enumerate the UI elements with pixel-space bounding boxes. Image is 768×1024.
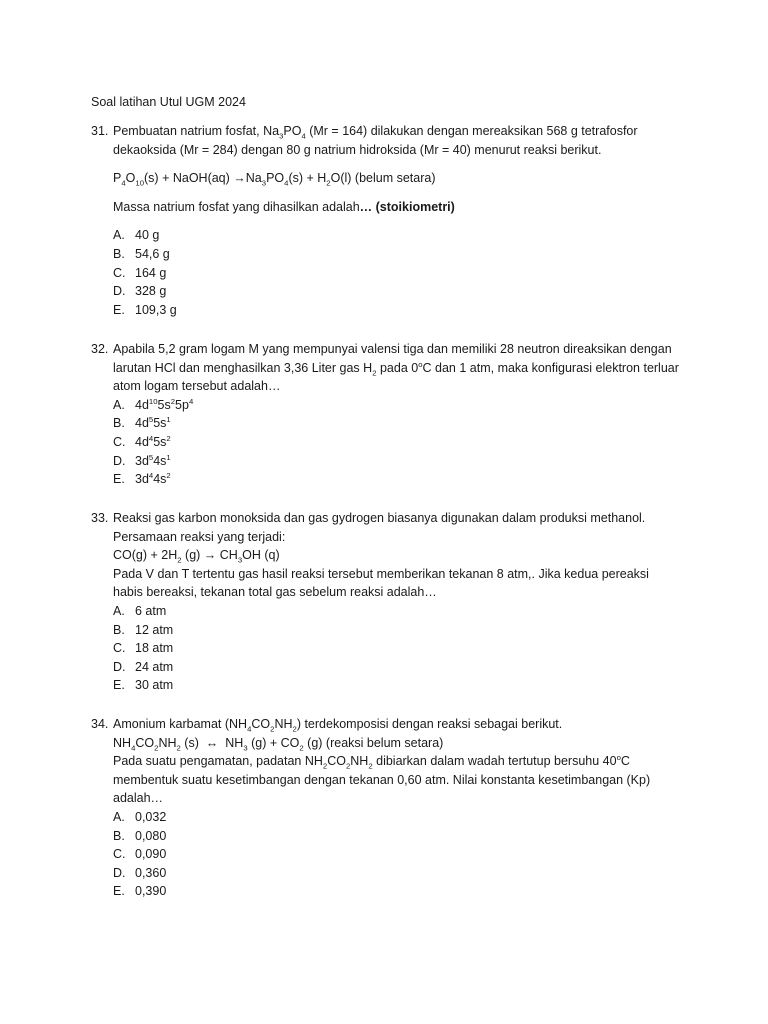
option-text: 24 atm	[135, 659, 174, 674]
question-number: 31.	[91, 124, 109, 138]
option-letter: B.	[113, 828, 125, 843]
option-letter: A.	[113, 809, 125, 824]
option-text: 18 atm	[135, 641, 174, 656]
option-letter: A.	[113, 397, 125, 412]
answer-option-e	[113, 676, 691, 695]
option-letter: A.	[113, 603, 125, 618]
option-text: $3d^44s^2$	[135, 471, 171, 487]
option-text: 0,390	[135, 884, 167, 899]
answer-option-a	[113, 602, 691, 621]
question-text-line: membentuk suatu kesetimbangan dengan tekanan 0,60 atm. Nilai konstanta kesetimbangan (Kp)	[113, 772, 651, 787]
question-number: 34.	[91, 717, 109, 731]
question-text-line: habis bereaksi, tekanan total gas sebelum reaksi adalah…	[113, 585, 437, 600]
option-text: 0,032	[135, 809, 167, 824]
option-text: $4d^45s^2$	[135, 433, 171, 449]
answer-option-a	[113, 396, 691, 415]
option-letter: D.	[113, 865, 126, 880]
option-letter: E.	[113, 302, 125, 317]
question-32	[91, 340, 691, 489]
question-text-line: Reaksi gas karbon monoksida dan gas gydrogen biasanya digunakan dalam produksi methanol.	[113, 511, 646, 525]
option-text: 6 atm	[135, 603, 167, 618]
option-text: 164 g	[135, 265, 167, 280]
reaction-equation: $NH_4CO_2NH_2$ (s) ↔ $NH_3$ $(g) + CO_2$ (g) (reaksi belum setara)	[113, 735, 444, 753]
answer-option-c	[113, 845, 691, 864]
option-text: 54,6 g	[135, 246, 170, 261]
option-letter: E.	[113, 884, 125, 899]
question-text-line: larutan HCl dan menghasilkan 3,36 Liter gas $H_2$ pada 0$^o$C dan 1 atm, maka konfigurasi elektron terluar	[113, 359, 679, 378]
reaction-equation: $P_4O_{10}(s)$ + NaOH(aq) $\to Na_3PO_4(s) + H_2O(l)$ (belum setara)	[113, 171, 436, 188]
option-letter: A.	[113, 228, 125, 243]
question-text-line: Pada suatu pengamatan, padatan $NH_2CO_2NH_2$ dibiarkan dalam wadah tertutup bersuhu 40$^o$C	[113, 753, 630, 771]
answer-option-d	[113, 864, 691, 883]
question-31	[91, 122, 691, 319]
option-text: 0,360	[135, 865, 167, 880]
question-text-line: adalah…	[113, 791, 164, 806]
question-prompt: Massa natrium fosfat yang dihasilkan adalah… (stoikiometri)	[113, 199, 455, 214]
question-text-line: Amonium karbamat $(NH_4CO_2NH_2)$ terdekomposisi dengan reaksi sebagai berikut.	[113, 717, 563, 734]
question-text-line: Pembuatan natrium fosfat, $Na_3PO_4$ (Mr = 164) dilakukan dengan mereaksikan 568 g tetrafosfor	[113, 124, 638, 141]
answer-option-c	[113, 639, 691, 658]
option-letter: C.	[113, 434, 126, 449]
reaction-equation: $CO(g) + 2H_2$ $(g) \to CH_3OH$ (q)	[113, 548, 280, 565]
option-letter: C.	[113, 265, 126, 280]
option-text: 109,3 g	[135, 302, 177, 317]
option-letter: B.	[113, 622, 125, 637]
question-text-line: Persamaan reaksi yang terjadi:	[113, 529, 286, 544]
option-letter: E.	[113, 678, 125, 693]
answer-option-b	[113, 414, 691, 433]
option-text: 40 g	[135, 228, 160, 243]
option-text: 0,080	[135, 828, 167, 843]
option-letter: B.	[113, 416, 125, 431]
option-letter: C.	[113, 641, 126, 656]
answer-option-a	[113, 808, 691, 827]
option-text: 30 atm	[135, 678, 174, 693]
answer-option-e	[113, 301, 691, 320]
answer-option-d	[113, 452, 691, 471]
option-letter: D.	[113, 453, 126, 468]
answer-option-d	[113, 282, 691, 301]
answer-option-c	[113, 264, 691, 283]
answer-option-a	[113, 226, 691, 245]
option-letter: D.	[113, 659, 126, 674]
option-text: 0,090	[135, 847, 167, 862]
answer-option-e	[113, 470, 691, 489]
answer-option-e	[113, 882, 691, 901]
answer-option-b	[113, 621, 691, 640]
option-text: $4d^{10}5s^25p^4$	[135, 396, 194, 412]
question-text-line: dekaoksida (Mr = 284) dengan 80 g natrium hidroksida (Mr = 40) menurut reaksi berikut.	[113, 142, 602, 157]
question-33	[91, 509, 691, 695]
question-34	[91, 715, 691, 901]
question-number: 32.	[91, 342, 109, 356]
answer-option-c	[113, 433, 691, 452]
option-text: $3d^54s^1$	[135, 452, 171, 468]
option-text: 328 g	[135, 284, 167, 299]
option-letter: D.	[113, 284, 126, 299]
question-number: 33.	[91, 511, 109, 525]
option-letter: C.	[113, 847, 126, 862]
answer-option-b	[113, 245, 691, 264]
answer-option-b	[113, 827, 691, 846]
option-text: $4d^55s^1$	[135, 415, 171, 431]
answer-option-d	[113, 658, 691, 677]
question-text-line: atom logam tersebut adalah…	[113, 379, 281, 394]
option-text: 12 atm	[135, 622, 174, 637]
option-letter: E.	[113, 472, 125, 487]
question-text-line: Pada V dan T tertentu gas hasil reaksi tersebut memberikan tekanan 8 atm,. Jika kedua pereaksi	[113, 566, 649, 581]
option-letter: B.	[113, 246, 125, 261]
document-title: Soal latihan Utul UGM 2024	[91, 95, 246, 109]
question-text-line: Apabila 5,2 gram logam M yang mempunyai valensi tiga dan memiliki 28 neutron direaksikan dengan	[113, 342, 672, 356]
